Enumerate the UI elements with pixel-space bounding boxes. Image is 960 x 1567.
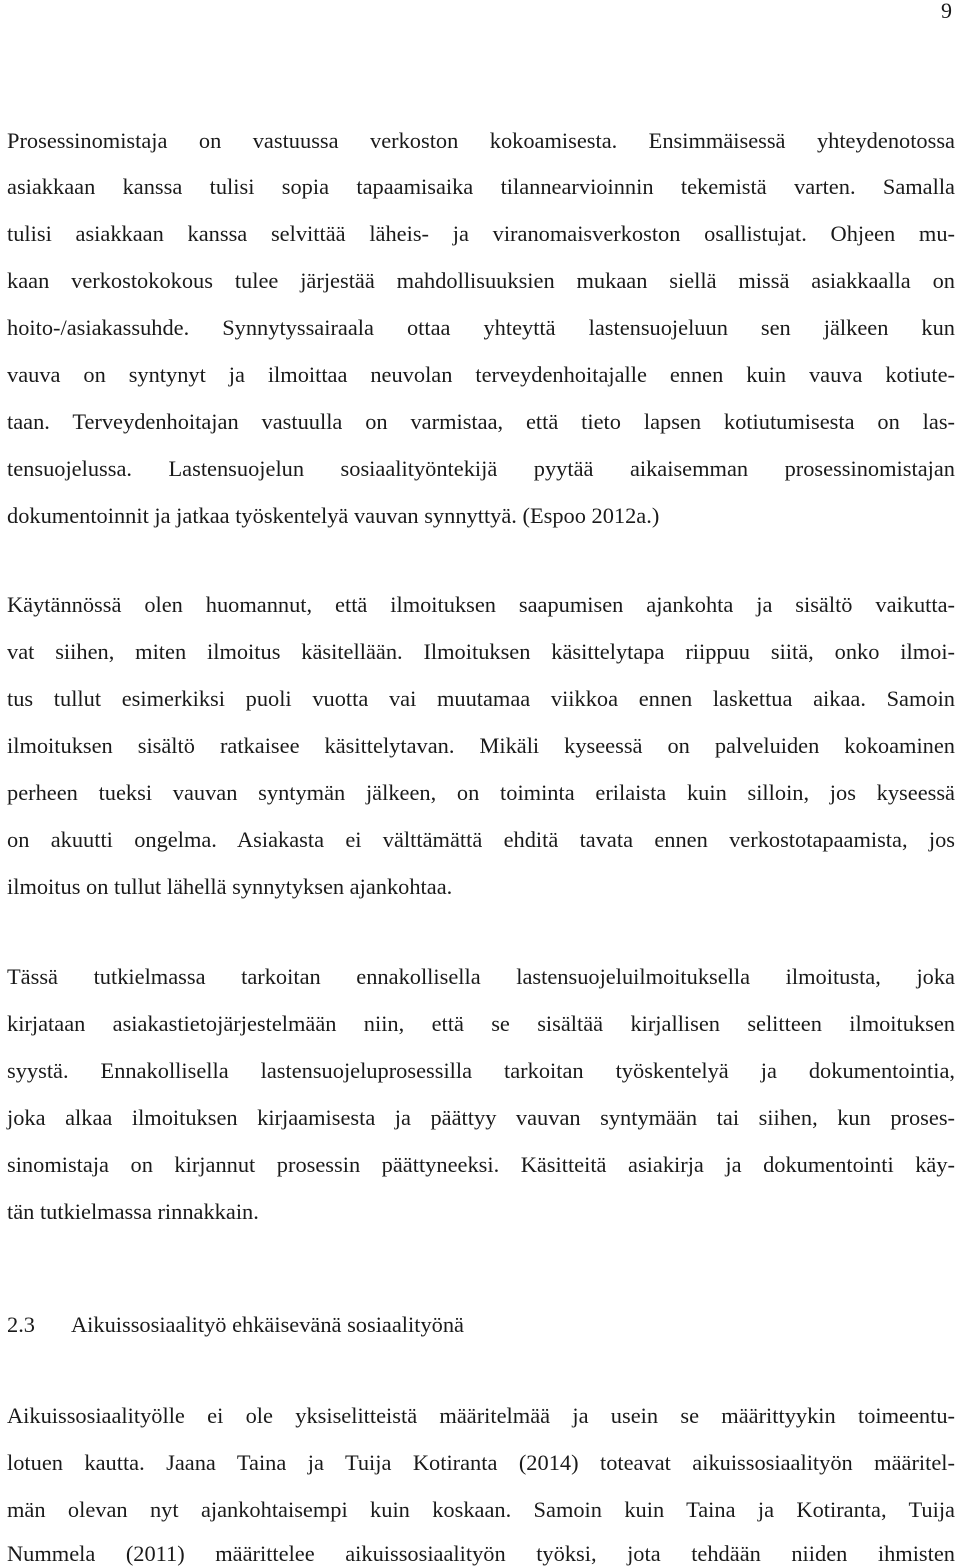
paragraph-line: perheen tueksi vauvan syntymän jälkeen, on toiminta erilaista kuin silloin, jos kyseessä: [7, 780, 955, 805]
paragraph-line: Prosessinomistaja on vastuussa verkoston kokoamisesta. Ensimmäisessä yhteydenotossa: [7, 128, 955, 153]
paragraph-line: on akuutti ongelma. Asiakasta ei välttämättä ehditä tavata ennen verkostotapaamista, jos: [7, 827, 955, 852]
page-number: 9: [941, 0, 952, 23]
section-title: Aikuissosiaalityö ehkäisevänä sosiaalityönä: [71, 1312, 464, 1337]
paragraph-line: Tässä tutkielmassa tarkoitan ennakollisella lastensuojeluilmoituksella ilmoitusta, joka: [7, 964, 955, 989]
paragraph-line: syystä. Ennakollisella lastensuojeluprosessilla tarkoitan työskentelyä ja dokumentointia,: [7, 1058, 955, 1083]
paragraph-line: kirjataan asiakastietojärjestelmään niin, että se sisältää kirjallisen selitteen ilmoituksen: [7, 1011, 955, 1036]
paragraph-line: hoito-/asiakassuhde. Synnytyssairaala ottaa yhteyttä lastensuojeluun sen jälkeen kun: [7, 315, 955, 340]
section-number: 2.3: [7, 1312, 35, 1337]
paragraph-line: Käytännössä olen huomannut, että ilmoituksen saapumisen ajankohta ja sisältö vaikutta-: [7, 592, 955, 617]
paragraph-line: Aikuissosiaalityölle ei ole yksiselitteistä määritelmää ja usein se määrittyykin toimeentu-: [7, 1403, 955, 1428]
paragraph-line: sinomistaja on kirjannut prosessin päättyneeksi. Käsitteitä asiakirja ja dokumentointi käy-: [7, 1152, 955, 1177]
paragraph-line: dokumentoinnit ja jatkaa työskentelyä vauvan synnyttyä. (Espoo 2012a.): [7, 503, 660, 528]
paragraph-line: tulisi asiakkaan kanssa selvittää läheis- ja viranomaisverkoston osallistujat. Ohjeen mu-: [7, 221, 955, 246]
section-heading: [7, 1314, 464, 1336]
paragraph-line: tensuojelussa. Lastensuojelun sosiaalityöntekijä pyytää aikaisemman prosessinomistajan: [7, 456, 955, 481]
paragraph-line: tus tullut esimerkiksi puoli vuotta vai muutamaa viikkoa ennen laskettua aikaa. Samoin: [7, 686, 955, 711]
paragraph-line: ilmoituksen sisältö ratkaisee käsittelytavan. Mikäli kyseessä on palveluiden kokoaminen: [7, 733, 955, 758]
paragraph-line: lotuen kautta. Jaana Taina ja Tuija Kotiranta (2014) toteavat aikuissosiaalityön määritel-: [7, 1450, 955, 1475]
paragraph-line: ilmoitus on tullut lähellä synnytyksen ajankohtaa.: [7, 874, 453, 899]
paragraph-line: män olevan nyt ajankohtaisempi kuin koskaan. Samoin kuin Taina ja Kotiranta, Tuija: [7, 1497, 955, 1522]
paragraph-line: tän tutkielmassa rinnakkain.: [7, 1199, 259, 1224]
paragraph-line: asiakkaan kanssa tulisi sopia tapaamisaika tilannearvioinnin tekemistä varten. Samalla: [7, 174, 955, 199]
paragraph-line: taan. Terveydenhoitajan vastuulla on varmistaa, että tieto lapsen kotiutumisesta on las-: [7, 409, 955, 434]
paragraph-line: vauva on syntynyt ja ilmoittaa neuvolan terveydenhoitajalle ennen kuin vauva kotiute-: [7, 362, 955, 387]
paragraph-line: Nummela (2011) määrittelee aikuissosiaalityön työksi, jota tehdään niiden ihmisten: [7, 1541, 955, 1566]
paragraph-line: vat siihen, miten ilmoitus käsitellään. Ilmoituksen käsittelytapa riippuu siitä, onko ilmoi-: [7, 639, 955, 664]
paragraph-line: joka alkaa ilmoituksen kirjaamisesta ja päättyy vauvan syntymään tai siihen, kun proses-: [7, 1105, 955, 1130]
paragraph-line: kaan verkostokokous tulee järjestää mahdollisuuksien mukaan siellä missä asiakkaalla on: [7, 268, 955, 293]
